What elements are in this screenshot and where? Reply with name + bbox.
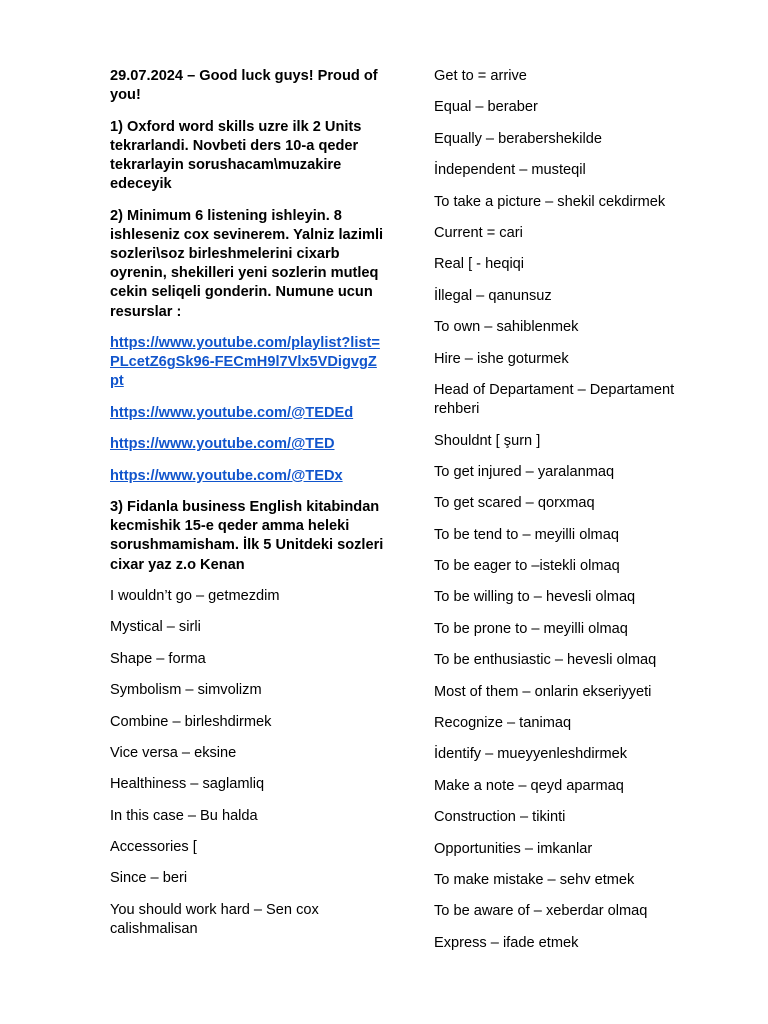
vocab-item: Head of Departament – Departament rehberi [434, 381, 675, 418]
vocab-item: To get injured – yaralanmaq [434, 463, 615, 480]
vocab-item: Recognize – tanimaq [434, 715, 572, 732]
vocab-item: Since – beri [110, 870, 188, 887]
vocab-item: To own – sahiblenmek [434, 319, 579, 336]
resource-link-teded [110, 404, 385, 423]
vocab-item: To be aware of – xeberdar olmaq [434, 903, 648, 920]
vocab-item: I wouldn’t go – getmezdim [110, 587, 280, 604]
vocab-item: Most of them – onlarin ekseriyyeti [434, 683, 652, 700]
vocab-item: To get scared – qorxmaq [434, 495, 595, 512]
vocab-item: Mystical – sirli [110, 619, 201, 636]
vocab-item: Combine – birleshdirmek [110, 713, 272, 730]
vocab-item: Healthiness – saglamliq [110, 776, 265, 793]
vocab-item: Get to = arrive [434, 68, 527, 84]
vocab-item: Shouldnt [ şurn ] [434, 432, 541, 449]
left-column [110, 67, 385, 951]
task-1: 1) Oxford word skills uzre ilk 2 Units tekrarlandi. Novbeti ders 10-a qeder tekrarlayin sorushacam\muzakire edeceyik [110, 118, 362, 193]
youtube-tedx-link[interactable]: https://www.youtube.com/@TEDx [110, 467, 343, 484]
resource-link-playlist [110, 334, 385, 392]
vocab-item: Symbolism – simvolizm [110, 682, 262, 699]
vocab-item: In this case – Bu halda [110, 807, 258, 824]
vocab-item: Construction – tikinti [434, 809, 566, 826]
task-2: 2) Minimum 6 listening ishleyin. 8 ishleseniz cox sevinerem. Yalniz lazimli sozleri\soz birleshmelerini cixarb oyrenin, shekilleri yeni sozlerin mutleq cekin seliqeli gonderin. Numune ucun resurslar : [110, 207, 384, 320]
vocab-item: Hire – ishe goturmek [434, 350, 569, 367]
vocab-item: Make a note – qeyd aparmaq [434, 777, 624, 794]
resource-link-tedx [110, 467, 385, 486]
vocab-item: To take a picture – shekil cekdirmek [434, 193, 666, 210]
vocab-item: Real [ - heqiqi [434, 256, 525, 273]
vocab-item: You should work hard – Sen cox calishmalisan [110, 901, 319, 938]
vocab-item: Equally – berabershekilde [434, 130, 602, 147]
task-3: 3) Fidanla business English kitabindan kecmishik 15-e qeder amma heleki sorushmamisham. İlk 5 Unitdeki sozleri cixar yaz z.o Kenan [110, 498, 384, 573]
vocab-item: Opportunities – imkanlar [434, 840, 593, 857]
youtube-playlist-link[interactable]: https://www.youtube.com/playlist?list=PLcetZ6gSk96-FECmH9l7Vlx5VDigvgZpt [110, 335, 380, 390]
youtube-teded-link[interactable]: https://www.youtube.com/@TEDEd [110, 404, 354, 421]
resource-link-ted [110, 435, 385, 454]
vocab-item: To be eager to –istekli olmaq [434, 558, 620, 575]
vocab-item: Accessories [ [110, 839, 197, 856]
note-header: 29.07.2024 – Good luck guys! Proud of you! [110, 68, 378, 104]
vocab-item: İdentify – mueyyenleshdirmek [434, 746, 628, 763]
vocab-item: To be tend to – meyilli olmaq [434, 526, 619, 543]
vocab-item: To make mistake – sehv etmek [434, 871, 635, 888]
youtube-ted-link[interactable]: https://www.youtube.com/@TED [110, 436, 335, 453]
right-column [434, 67, 706, 965]
vocab-item: Vice versa – eksine [110, 744, 237, 761]
vocab-item: İndependent – musteqil [434, 162, 586, 179]
vocab-item: Current = cari [434, 224, 523, 241]
vocab-item: To be willing to – hevesli olmaq [434, 589, 636, 606]
vocab-item: Shape – forma [110, 650, 206, 667]
vocab-item: Equal – beraber [434, 99, 538, 116]
vocab-item: To be prone to – meyilli olmaq [434, 620, 628, 637]
vocab-item: İllegal – qanunsuz [434, 287, 552, 304]
vocab-item: To be enthusiastic – hevesli olmaq [434, 652, 657, 669]
vocab-item: Express – ifade etmek [434, 934, 579, 951]
